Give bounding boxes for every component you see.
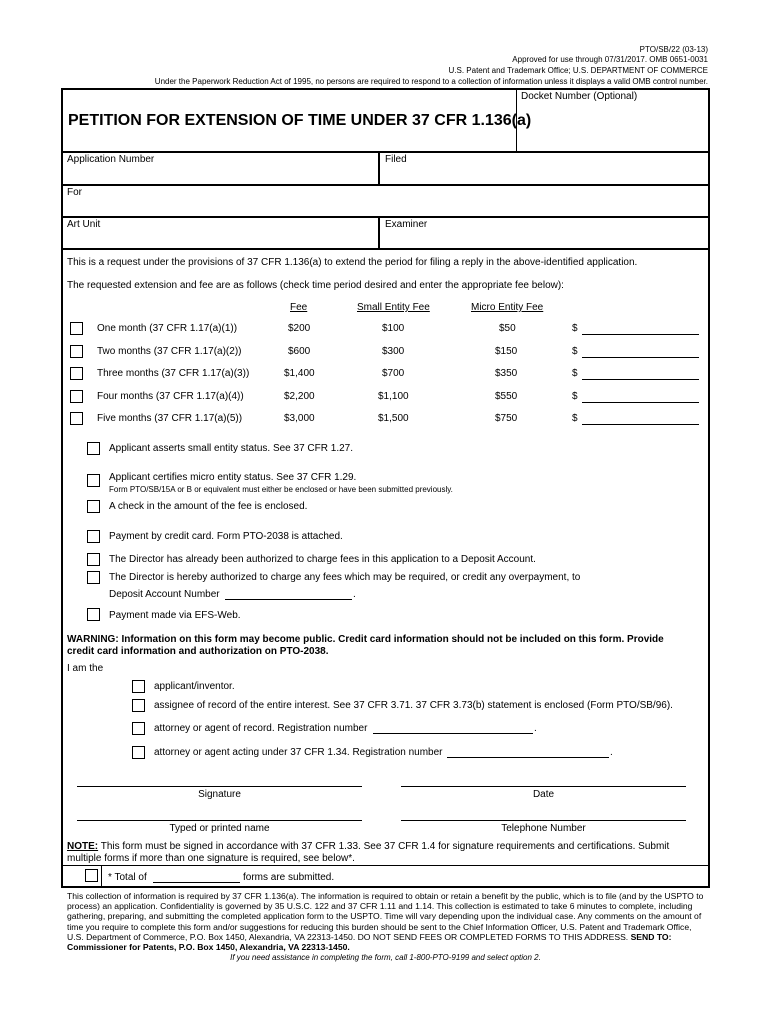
date-label: Date	[532, 789, 555, 800]
signature-label: Signature	[198, 789, 241, 800]
docket-number-label: Docket Number (Optional)	[521, 91, 638, 102]
applicant-checkbox[interactable]	[132, 680, 145, 693]
filed-input[interactable]	[384, 166, 704, 182]
credit-card-text: Payment by credit card. Form PTO-2038 is attached.	[109, 531, 343, 542]
assignee-text: assignee of record of the entire interest. See 37 CFR 3.71. 37 CFR 3.73(b) statement is enclosed (Form PTO/SB/96).	[154, 700, 673, 711]
registration-number-input[interactable]	[373, 733, 533, 734]
typed-name-input[interactable]	[77, 820, 362, 821]
application-number-input[interactable]	[66, 166, 374, 182]
intro-line-1: This is a request under the provisions of 37 CFR 1.136(a) to extend the period for filing a reply in the above-identified application.	[67, 257, 638, 268]
approval-text: Approved for use through 07/31/2017. OMB 0651-0031	[512, 55, 708, 64]
examiner-label: Examiner	[385, 219, 428, 230]
warning-line-1: WARNING: Information on this form may become public. Credit card information should not be included on this form. Provide	[67, 634, 664, 645]
for-input[interactable]	[66, 198, 704, 214]
attorney-record-end: .	[534, 723, 537, 734]
paperwork-text: Under the Paperwork Reduction Act of 1995, no persons are required to respond to a collection of information unless it displays a valid OMB control number.	[154, 77, 708, 86]
one-month-checkbox[interactable]	[70, 322, 83, 335]
small-fee-value: $1,500	[378, 413, 409, 424]
four-months-checkbox[interactable]	[70, 390, 83, 403]
fee-row-label: Two months (37 CFR 1.17(a)(2))	[97, 346, 242, 357]
dollar-sign: $	[572, 413, 578, 424]
director-authorized-text: The Director has already been authorized to charge fees in this application to a Deposit Account.	[109, 554, 536, 565]
small-entity-header: Small Entity Fee	[357, 302, 430, 313]
micro-fee-value: $750	[495, 413, 518, 424]
telephone-input[interactable]	[401, 820, 686, 821]
amount-input-three-months[interactable]	[582, 379, 699, 380]
director-hereby-checkbox[interactable]	[87, 571, 100, 584]
micro-entity-note: Form PTO/SB/15A or B or equivalent must either be enclosed or have been submitted previously.	[109, 485, 453, 494]
micro-fee-value: $550	[495, 391, 518, 402]
dollar-sign: $	[572, 323, 578, 334]
attorney-acting-checkbox[interactable]	[132, 746, 145, 759]
fee-value: $200	[288, 323, 311, 334]
amount-input-four-months[interactable]	[582, 402, 699, 403]
small-fee-value: $300	[382, 346, 405, 357]
fee-value: $2,200	[284, 391, 315, 402]
telephone-label: Telephone Number	[501, 823, 586, 834]
two-months-checkbox[interactable]	[70, 345, 83, 358]
application-number-label: Application Number	[67, 154, 155, 165]
amount-input-one-month[interactable]	[582, 334, 699, 335]
efs-web-text: Payment made via EFS-Web.	[109, 610, 241, 621]
director-hereby-text: The Director is hereby authorized to charge any fees which may be required, or credit any overpayment, to	[109, 572, 581, 583]
warning-line-2: credit card information and authorization on PTO-2038.	[67, 646, 329, 657]
registration-number-acting-input[interactable]	[447, 757, 609, 758]
office-text: U.S. Patent and Trademark Office; U.S. DEPARTMENT OF COMMERCE	[448, 66, 708, 75]
total-suffix: forms are submitted.	[243, 872, 335, 883]
deposit-account-label: Deposit Account Number	[109, 589, 220, 600]
small-fee-value: $100	[382, 323, 405, 334]
assignee-checkbox[interactable]	[132, 699, 145, 712]
fee-row-label: Three months (37 CFR 1.17(a)(3))	[97, 368, 250, 379]
director-authorized-checkbox[interactable]	[87, 553, 100, 566]
art-unit-label: Art Unit	[67, 219, 101, 230]
micro-fee-value: $350	[495, 368, 518, 379]
form-id: PTO/SB/22 (03-13)	[639, 45, 708, 54]
for-label: For	[67, 187, 82, 198]
note-line-2: multiple forms if more than one signature is required, see below*.	[67, 853, 355, 864]
fee-row-label: Five months (37 CFR 1.17(a)(5))	[97, 413, 243, 424]
check-enclosed-checkbox[interactable]	[87, 500, 100, 513]
small-fee-value: $700	[382, 368, 405, 379]
five-months-checkbox[interactable]	[70, 412, 83, 425]
check-enclosed-text: A check in the amount of the fee is enclosed.	[109, 501, 308, 512]
intro-line-2: The requested extension and fee are as follows (check time period desired and enter the appropriate fee below):	[67, 280, 564, 291]
art-unit-input[interactable]	[66, 231, 374, 247]
assistance-text: If you need assistance in completing the form, call 1-800-PTO-9199 and select option 2.	[230, 953, 541, 962]
dollar-sign: $	[572, 368, 578, 379]
micro-entity-checkbox[interactable]	[87, 474, 100, 487]
total-prefix: * Total of	[108, 872, 147, 883]
fee-row-label: One month (37 CFR 1.17(a)(1))	[97, 323, 238, 334]
fee-value: $600	[288, 346, 311, 357]
total-forms-input[interactable]	[153, 882, 240, 883]
fee-value: $3,000	[284, 413, 315, 424]
typed-name-label: Typed or printed name	[169, 823, 270, 834]
fee-row-label: Four months (37 CFR 1.17(a)(4))	[97, 391, 244, 402]
dollar-sign: $	[572, 346, 578, 357]
micro-entity-header: Micro Entity Fee	[471, 302, 544, 313]
small-entity-text: Applicant asserts small entity status. See 37 CFR 1.27.	[109, 443, 353, 454]
three-months-checkbox[interactable]	[70, 367, 83, 380]
efs-web-checkbox[interactable]	[87, 608, 100, 621]
page-title: PETITION FOR EXTENSION OF TIME UNDER 37 CFR 1.136(a)	[68, 112, 532, 129]
fee-header: Fee	[290, 302, 308, 313]
small-fee-value: $1,100	[378, 391, 409, 402]
deposit-account-end: .	[353, 589, 356, 600]
note-line-1: NOTE: This form must be signed in accordance with 37 CFR 1.33. See 37 CFR 1.4 for signature requirements and certifications. Submit	[67, 841, 670, 852]
filed-label: Filed	[385, 154, 407, 165]
small-entity-checkbox[interactable]	[87, 442, 100, 455]
micro-entity-text: Applicant certifies micro entity status. See 37 CFR 1.29.	[109, 472, 357, 483]
attorney-acting-text: attorney or agent acting under 37 CFR 1.34. Registration number	[154, 747, 443, 758]
micro-fee-value: $50	[499, 323, 516, 334]
dollar-sign: $	[572, 391, 578, 402]
attorney-acting-end: .	[610, 747, 613, 758]
signature-input[interactable]	[77, 786, 362, 787]
i-am-label: I am the	[67, 663, 104, 674]
total-forms-checkbox[interactable]	[85, 869, 98, 882]
date-input[interactable]	[401, 786, 686, 787]
attorney-record-text: attorney or agent of record. Registration number	[154, 723, 368, 734]
applicant-text: applicant/inventor.	[154, 681, 235, 692]
examiner-input[interactable]	[384, 231, 704, 247]
docket-number-input[interactable]	[520, 103, 706, 149]
burden-statement: This collection of information is required by 37 CFR 1.136(a). The information is required to obtain or retain a benefit by the public, which is to file (and by the USPTO to process) an application. Confidentiality is governed by 35 U.S.C. 122 and 37 CFR 1.11 and 1.14. This collection is estimated to take 6 minutes to complete, including gathering, preparing, and submitting the completed application form to the USPTO. Time will vary depending upon the individual case. Any comments on the amount of time you require to complete this form and/or suggestions for reducing this burden should be sent to the Chief Information Officer, U.S. Patent and Trademark Office, U.S. Department of Commerce, P.O. Box 1450, Alexandria, VA 22313-1450. DO NOT SEND FEES OR COMPLETED FORMS TO THIS ADDRESS. SEND TO: Commissioner for Patents, P.O. Box 1450, Alexandria, VA 22313-1450.	[67, 891, 704, 953]
fee-value: $1,400	[284, 368, 315, 379]
micro-fee-value: $150	[495, 346, 518, 357]
note-label: NOTE:	[67, 841, 99, 852]
credit-card-checkbox[interactable]	[87, 530, 100, 543]
deposit-account-input[interactable]	[225, 599, 352, 600]
attorney-record-checkbox[interactable]	[132, 722, 145, 735]
amount-input-two-months[interactable]	[582, 357, 699, 358]
amount-input-five-months[interactable]	[582, 424, 699, 425]
